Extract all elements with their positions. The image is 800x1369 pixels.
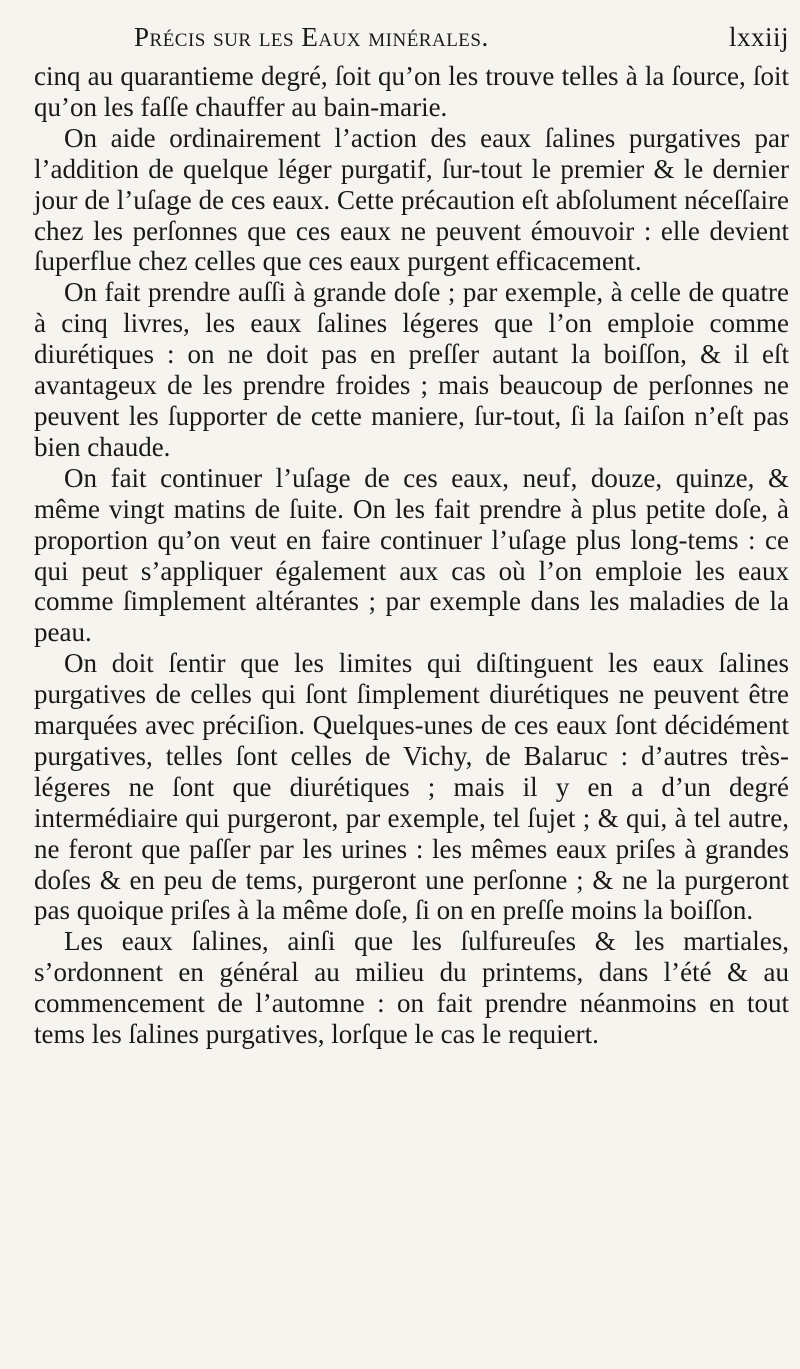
paragraph-continued: cinq au quarantieme degré, ſoit qu’on les trouve telles à la ſource, ſoit qu’on les faſſe chauffer au bain-marie. <box>34 61 789 122</box>
paragraph: On fait prendre auſſi à grande doſe ; par exemple, à celle de quatre à cinq livres, les eaux ſalines légeres que l’on emploie comme diurétiques : on ne doit pas en preſſer autant la boiſſon, & il eſt avantageux de les prendre froides ; mais beaucoup de perſonnes ne peuvent les ſupporter de cette maniere, ſur-tout, ſi la ſaiſon n’eſt pas bien chaude. <box>34 277 789 462</box>
paragraph: On fait continuer l’uſage de ces eaux, neuf, douze, quinze, & même vingt matins de ſuite. On les fait prendre à plus petite doſe, à proportion qu’on veut en faire continuer l’uſage plus long-tems : ce qui peut s’appliquer également aux cas où l’on emploie les eaux comme ſimplement altérantes ; par exemple dans les maladies de la peau. <box>34 462 789 648</box>
paragraph: On aide ordinairement l’action des eaux ſalines purgatives par l’addition de quelque léger purgatif, ſur-tout le premier & le dernier jour de l’uſage de ces eaux. Cette précaution eſt abſolument néceſſaire chez les perſonnes que ces eaux ne peuvent émouvoir : elle devient ſuperflue chez celles que ces eaux purgent efficacement. <box>34 122 789 277</box>
paragraph: Les eaux ſalines, ainſi que les ſulfureuſes & les martiales, s’ordonnent en général au milieu du printems, dans l’été & au commencement de l’automne : on fait prendre néanmoins en tout tems les ſalines purgatives, lorſque le cas le requiert. <box>34 926 789 1050</box>
page-number: lxxiij <box>728 22 789 52</box>
page-header <box>34 8 789 61</box>
page-text-block <box>34 8 789 1050</box>
running-title: Précis sur les Eaux minérales. <box>134 22 489 52</box>
paragraph: On doit ſentir que les limites qui diſtinguent les eaux ſalines purgatives de celles qui ſont ſimplement diurétiques ne peuvent être marquées avec préciſion. Quelques-unes de ces eaux ſont décidément purgatives, telles ſont celles de Vichy, de Balaruc : d’autres très-légeres ne ſont que diurétiques ; mais il y en a d’un degré intermédiaire qui purgeront, par exemple, tel ſujet ; & qui, à tel autre, ne feront que paſſer par les urines : les mêmes eaux priſes à grandes doſes & en peu de tems, purgeront une perſonne ; & ne la purgeront pas quoique priſes à la même doſe, ſi on en preſſe moins la boiſſon. <box>34 648 789 926</box>
